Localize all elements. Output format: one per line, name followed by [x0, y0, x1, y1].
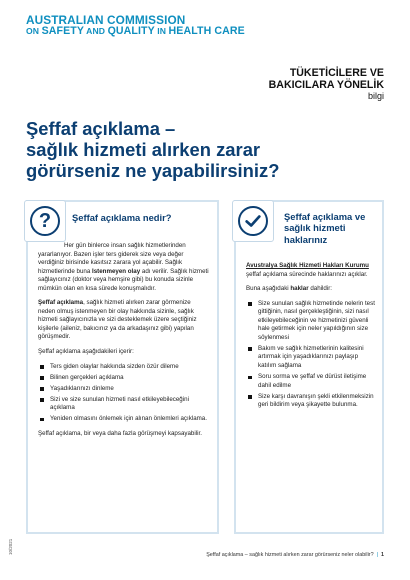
left-panel-heading: Şeffaf açıklama nedir? — [72, 212, 172, 223]
question-mark-icon: ? — [30, 206, 60, 236]
question-icon-badge — [24, 200, 66, 242]
list-item: Size sunulan sağlık hizmetinde nelerin test gittiğinin, nasıl gerçekleştiğinin, sizi nasıl etkileyebileceğinin ve hizmetinizi güvenli hale getirmek için neler yapıldığının size söylenmesi — [246, 300, 376, 343]
checkmark-icon-badge — [232, 200, 274, 242]
footer-separator: | — [376, 552, 378, 558]
left-bullet-list — [38, 363, 209, 424]
document-code: 10/2021 — [8, 538, 13, 555]
right-paragraph-1: Avustralya Sağlık Hizmeti Hakları Kurumu şeffaf açıklama sürecinde haklarınızı açıklar. — [246, 262, 369, 278]
footer-text: Şeffaf açıklama – sağlık hizmeti alırken zarar görürseniz neler olabilir? — [206, 552, 374, 558]
logo-line2: ON SAFETY AND QUALITY IN HEALTH CARE — [26, 25, 245, 38]
left-panel-body — [38, 242, 209, 444]
what-is-open-disclosure-panel — [26, 200, 219, 534]
page-title: Şeffaf açıklama – sağlık hizmeti alırken zarar görürseniz ne yapabilirsiniz? — [26, 118, 280, 181]
right-bullet-list — [246, 300, 376, 410]
page-number: 1 — [381, 552, 384, 558]
right-panel-body — [246, 262, 376, 416]
list-item: Yeniden olmasını önlemek için alınan önlemleri açıklama. — [38, 415, 209, 424]
list-item: Bilinen gerçekleri açıklama — [38, 374, 209, 383]
list-item: Sizi ve size sunulan hizmeti nasıl etkileyebileceğini açıklama — [38, 396, 209, 413]
list-item: Soru sorma ve şeffaf ve dürüst iletişime dahil edilme — [246, 373, 376, 390]
left-paragraph-3: Şeffaf açıklama aşağıdakileri içerir: — [38, 348, 134, 356]
logo-line1: AUSTRALIAN COMMISSION — [26, 13, 186, 27]
organization-logo — [26, 14, 245, 37]
charter-link[interactable]: Avustralya Sağlık Hizmeti Hakları Kurumu — [246, 262, 369, 269]
list-item: Ters giden olaylar hakkında sizden özür dileme — [38, 363, 209, 372]
list-item: Size karşı davranışın şekli etkilenmeksizin geri bildirim veya şikayette bulunma. — [246, 393, 376, 410]
list-item: Yaşadıklarınızı dinleme — [38, 385, 209, 394]
page-footer — [206, 552, 384, 558]
left-paragraph-4: Şeffaf açıklama, bir veya daha fazla görüşmeyi kapsayabilir. — [38, 429, 202, 437]
right-paragraph-2: Buna aşağıdaki haklar dahildir: — [246, 285, 333, 293]
left-paragraph-2: Şeffaf açıklama, sağlık hizmeti alırken zarar görmenize neden olmuş istenmeyen bir olay hakkında sizinle, sağlık hizmeti sağlayıcınızla ve sizi desteklemek üzere seçtiğiniz kişilerle (aileniz, bakıcınız ya da arkadaşınız gibi) yapılan görüşmedir. — [38, 299, 197, 341]
rights-panel — [234, 200, 384, 534]
audience-label: TÜKETİCİLERE VE BAKICILARA YÖNELİK bilgi — [268, 67, 384, 102]
list-item: Bakım ve sağlık hizmetlerinin kalitesini artırmak için yaşadıklarınızı paylaşıp katılım sağlama — [246, 345, 376, 371]
checkmark-icon — [238, 206, 268, 236]
left-paragraph-1: Her gün binlerce insan sağlık hizmetlerinden yararlanıyor. Bazen işler ters giderek size veya değer verdiğiniz birisinde kasıtsız zarara yol açabilir. Sağlık hizmetlerinde buna Istenmeyen olay adı verilir. Sağlık hizmeti sağlayıcınız (doktor veya hemşire gibi) bu konuda sizinle mümkün olan en kısa sürede konuşmalıdır. — [38, 242, 209, 292]
right-panel-heading: Şeffaf açıklama ve sağlık hizmeti haklarınız — [284, 211, 366, 245]
